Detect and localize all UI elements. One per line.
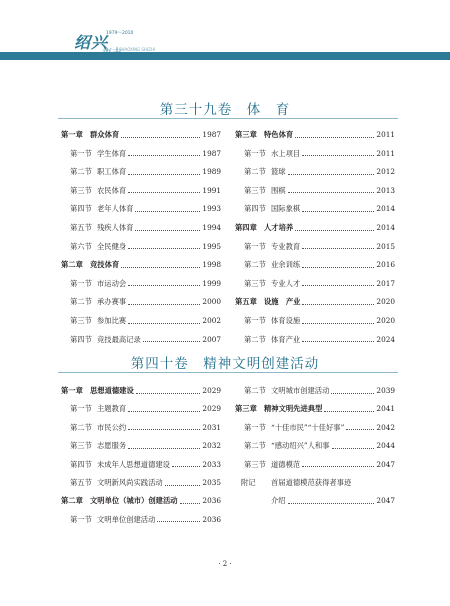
page-ref: 2017 — [376, 278, 395, 288]
logo-script: 绍兴 — [74, 33, 109, 52]
entry-title: 未成年人思想道德建设 — [97, 459, 170, 469]
entry-title: 参加比赛 — [97, 316, 127, 325]
entry-title: “感动绍兴”人和事 — [271, 441, 330, 451]
section-label: 第二节 — [244, 334, 266, 344]
page-ref: 2036 — [202, 496, 221, 506]
entry-title: 专业教育 — [271, 241, 301, 251]
chapter-label: 第二章 — [61, 260, 83, 270]
page-ref: 1989 — [202, 167, 221, 177]
chapter-label: 第五章 — [235, 297, 257, 307]
section-label: 第一节 — [244, 316, 266, 325]
dot-leader — [288, 192, 375, 193]
entry-title: 水上项目 — [271, 148, 301, 158]
toc-entry[interactable] — [61, 421, 221, 435]
page-ref: 2047 — [376, 459, 395, 469]
toc-entry[interactable] — [61, 384, 221, 398]
dot-leader — [332, 448, 375, 449]
section-label: 第三节 — [244, 459, 266, 469]
entry-title: 农民体育 — [97, 185, 127, 195]
toc-entry[interactable] — [235, 202, 395, 216]
section-label: 第五节 — [70, 223, 92, 232]
entry-title: 设施 产业 — [264, 297, 301, 307]
page-ref: 2029 — [202, 386, 221, 395]
dot-leader — [128, 192, 200, 193]
entry-title: 老年人体育 — [97, 204, 134, 214]
page-ref: 2031 — [202, 422, 221, 432]
section-label: 第三节 — [70, 441, 92, 451]
page-ref: 2024 — [376, 334, 395, 344]
section-label: 第四节 — [70, 334, 92, 344]
dot-leader — [165, 485, 201, 486]
dot-leader — [172, 466, 200, 467]
chapter-label: 第三章 — [235, 130, 257, 139]
section-label: 第一节 — [70, 404, 92, 414]
toc-entry[interactable] — [235, 421, 395, 435]
page-ref: 2033 — [202, 459, 221, 469]
page-ref: 1999 — [202, 278, 221, 288]
entry-title: 全民健身 — [97, 241, 127, 251]
section-label: 第一节 — [244, 148, 266, 158]
page-ref: 1987 — [202, 148, 221, 158]
volume-40-rule — [58, 372, 398, 373]
page-ref: 2012 — [376, 167, 395, 177]
entry-title: 精神文明先进典型 — [264, 404, 323, 414]
toc-entry[interactable] — [235, 128, 395, 142]
section-label: 第三节 — [244, 278, 266, 288]
toc-entry[interactable] — [61, 476, 221, 490]
toc-entry[interactable] — [61, 202, 221, 216]
entry-title: “十佳市民”“十佳好事” — [271, 422, 345, 432]
dot-leader — [324, 411, 374, 412]
chapter-label: 第三章 — [235, 404, 257, 414]
entry-title: 体育设施 — [271, 316, 301, 325]
dot-leader — [288, 503, 375, 504]
dot-leader — [302, 267, 374, 268]
toc-entry[interactable] — [235, 165, 395, 179]
toc-entry[interactable] — [235, 402, 395, 416]
section-label: 第四节 — [70, 459, 92, 469]
dot-leader — [128, 448, 200, 449]
toc-entry[interactable] — [235, 494, 395, 508]
page-ref: 2047 — [376, 496, 395, 506]
chapter-label: 第一章 — [61, 130, 83, 139]
entry-title: 国际象棋 — [271, 204, 301, 214]
page-ref: 2029 — [202, 404, 221, 414]
toc-entry[interactable] — [235, 147, 395, 161]
appendix-label: 附记 — [241, 478, 256, 487]
toc-entry[interactable] — [61, 458, 221, 472]
toc-entry[interactable] — [235, 476, 395, 490]
chapter-label: 第四章 — [235, 223, 257, 232]
section-label: 第二节 — [244, 260, 266, 270]
toc-entry[interactable] — [61, 333, 221, 347]
dot-leader — [295, 230, 374, 231]
chapter-label: 第二章 — [61, 496, 83, 506]
dot-leader — [302, 248, 374, 249]
entry-title: 市运动会 — [97, 278, 127, 288]
entry-title: 竞技体育 — [90, 260, 120, 270]
page-ref: 2014 — [376, 204, 395, 214]
page-ref: 2042 — [376, 422, 395, 432]
page-number: · 2 · — [218, 560, 232, 568]
page-ref: 2039 — [376, 386, 395, 395]
dot-leader — [302, 466, 374, 467]
page-ref: 1991 — [202, 185, 221, 195]
page-ref: 2035 — [202, 478, 221, 487]
entry-title: 主题教育 — [97, 404, 127, 414]
header-band — [0, 52, 450, 60]
toc-entry[interactable] — [235, 184, 395, 198]
logo-years: 1979～2010 — [106, 31, 134, 36]
toc-entry[interactable] — [61, 240, 221, 254]
dot-leader — [302, 323, 374, 324]
logo-subtitle: 市志 — [102, 48, 122, 59]
page-ref: 1995 — [202, 241, 221, 251]
toc-entry[interactable] — [61, 147, 221, 161]
page-header — [0, 0, 450, 70]
page-ref: 2032 — [202, 441, 221, 451]
dot-leader — [128, 248, 200, 249]
page-ref: 2015 — [376, 241, 395, 251]
entry-title: 学生体育 — [97, 148, 127, 158]
dot-leader — [121, 137, 200, 138]
page-ref: 1993 — [202, 204, 221, 214]
entry-title: 残疾人体育 — [97, 223, 134, 232]
page-ref: 1987 — [202, 130, 221, 139]
dot-leader — [295, 137, 374, 138]
section-label: 第六节 — [70, 241, 92, 251]
entry-title: 体育产业 — [271, 334, 301, 344]
dot-leader — [180, 503, 201, 504]
entry-title: 首届道德模范获得者事迹 — [271, 478, 352, 487]
page-ref: 2002 — [202, 316, 221, 325]
toc-entry[interactable] — [61, 402, 221, 416]
entry-title: 专业人才 — [271, 278, 301, 288]
section-label: 第一节 — [70, 514, 92, 524]
entry-title: 人才培养 — [264, 223, 294, 232]
page-ref: 2016 — [376, 260, 395, 270]
entry-title: 文明单位创建活动 — [97, 514, 156, 524]
toc-entry[interactable] — [61, 513, 221, 527]
dot-leader — [302, 155, 374, 156]
section-label: 第二节 — [244, 441, 266, 451]
page-ref: 2041 — [376, 404, 395, 414]
volume-39-rule — [58, 118, 398, 119]
toc-entry[interactable] — [235, 314, 395, 328]
page-ref: 2014 — [376, 223, 395, 232]
section-label: 第二节 — [70, 297, 92, 307]
dot-leader — [157, 521, 200, 522]
entry-title: 志愿服务 — [97, 441, 127, 451]
dot-leader — [302, 304, 374, 305]
dot-leader — [136, 393, 201, 394]
page-ref: 2007 — [202, 334, 221, 344]
dot-leader — [302, 285, 374, 286]
section-label: 第三节 — [70, 316, 92, 325]
toc-entry[interactable] — [61, 439, 221, 453]
section-label: 第二节 — [244, 386, 266, 395]
entry-title: 文明城市创建活动 — [271, 386, 330, 395]
volume-39-title: 第三十九卷 体 育 — [159, 102, 291, 118]
toc-entry[interactable] — [61, 314, 221, 328]
dot-leader — [121, 267, 200, 268]
page-ref: 2011 — [376, 130, 395, 139]
section-label: 第四节 — [70, 204, 92, 214]
dot-leader — [143, 341, 201, 342]
toc-entry[interactable] — [235, 384, 395, 398]
section-label: 第一节 — [70, 148, 92, 158]
page-ref: 1994 — [202, 223, 221, 232]
logo-english: SHAOXING SHIZHI — [119, 47, 156, 52]
page-ref: 2020 — [376, 297, 395, 307]
section-label: 第一节 — [244, 241, 266, 251]
toc-entry[interactable] — [235, 240, 395, 254]
page-ref: 2036 — [202, 514, 221, 524]
page-ref: 2020 — [376, 316, 395, 325]
dot-leader — [128, 429, 200, 430]
entry-title: 文明新风尚实践活动 — [97, 478, 163, 487]
toc-entry[interactable] — [61, 494, 221, 508]
section-label: 第三节 — [70, 185, 92, 195]
dot-leader — [128, 323, 200, 324]
section-label: 第五节 — [70, 478, 92, 487]
page-ref: 2013 — [376, 185, 395, 195]
entry-title: 围棋 — [271, 185, 286, 195]
dot-leader — [128, 155, 200, 156]
entry-title: 业余训练 — [271, 260, 301, 270]
chapter-label: 第一章 — [61, 386, 83, 395]
section-label: 第二节 — [70, 422, 92, 432]
section-label: 第二节 — [244, 167, 266, 177]
section-label: 第二节 — [70, 167, 92, 177]
dot-leader — [346, 429, 374, 430]
dot-leader — [135, 230, 200, 231]
dot-leader — [128, 304, 200, 305]
entry-title: 群众体育 — [90, 130, 120, 139]
toc-entry[interactable] — [61, 277, 221, 291]
dot-leader — [302, 341, 374, 342]
section-label: 第一节 — [70, 278, 92, 288]
entry-title: 竞技最高记录 — [97, 334, 141, 344]
entry-title: 职工体育 — [97, 167, 127, 177]
page-ref: 1998 — [202, 260, 221, 270]
page-ref: 2011 — [376, 148, 395, 158]
toc-entry[interactable] — [61, 258, 221, 272]
page-ref: 2044 — [376, 441, 395, 451]
entry-title: 特色体育 — [264, 130, 294, 139]
toc-entry[interactable] — [235, 221, 395, 235]
section-label: 第三节 — [244, 185, 266, 195]
toc-entry[interactable] — [235, 258, 395, 272]
dot-leader — [128, 411, 200, 412]
dot-leader — [135, 211, 200, 212]
toc-entry[interactable] — [235, 439, 395, 453]
entry-title: 市民公约 — [97, 422, 127, 432]
toc-entry[interactable] — [235, 277, 395, 291]
volume-40-title: 第四十卷 精神文明创建活动 — [130, 356, 320, 372]
toc-entry[interactable] — [61, 221, 221, 235]
toc-entry[interactable] — [61, 295, 221, 309]
dot-leader — [288, 174, 375, 175]
toc-entry[interactable] — [235, 333, 395, 347]
toc-entry[interactable] — [61, 128, 221, 142]
dot-leader — [128, 285, 200, 286]
dot-leader — [331, 393, 374, 394]
toc-entry[interactable] — [235, 295, 395, 309]
page-ref: 2000 — [202, 297, 221, 307]
entry-title: 思想道德建设 — [90, 386, 134, 395]
section-label: 第一节 — [244, 422, 266, 432]
entry-title: 介绍 — [271, 496, 286, 506]
entry-title: 文明单位（城市）创建活动 — [90, 496, 178, 506]
toc-entry[interactable] — [61, 165, 221, 179]
entry-title: 篮球 — [271, 167, 286, 177]
entry-title: 承办赛事 — [97, 297, 127, 307]
dot-leader — [128, 174, 200, 175]
section-label: 第四节 — [244, 204, 266, 214]
dot-leader — [302, 211, 374, 212]
toc-entry[interactable] — [235, 458, 395, 472]
entry-title: 道德模范 — [271, 459, 301, 469]
toc-entry[interactable] — [61, 184, 221, 198]
